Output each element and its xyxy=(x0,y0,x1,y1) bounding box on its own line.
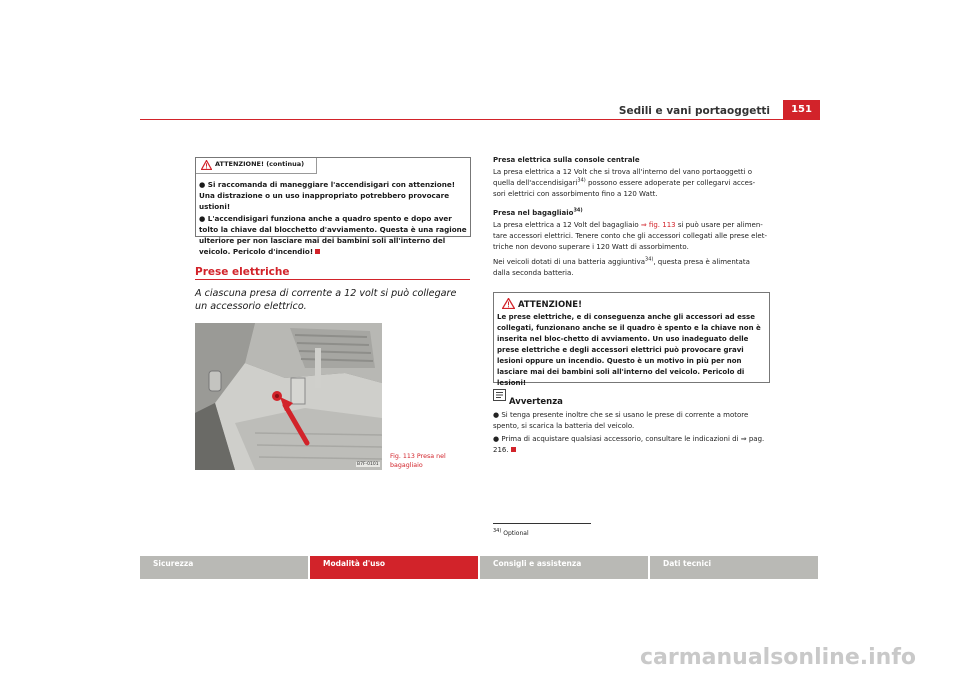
section-intro: A ciascuna presa di corrente a 12 volt si può collegare un accessorio elettrico. xyxy=(195,288,457,312)
page-number: 151 xyxy=(783,100,820,119)
header-rule xyxy=(140,119,820,120)
note-item: ● Prima di acquistare qualsiasi accessorio, consultare le indicazioni di ⇒ pag. 216. xyxy=(493,435,765,454)
footnote-ref: 34) xyxy=(577,177,586,184)
warning-triangle-icon xyxy=(201,160,212,170)
bullet-icon: ● xyxy=(493,411,502,419)
page-header-title: Sedili e vani portaoggetti xyxy=(618,105,770,117)
warning-title: ATTENZIONE! (continua) xyxy=(215,160,305,168)
footer-tab-sicurezza[interactable]: Sicurezza xyxy=(140,556,308,579)
heading-trunk-socket: Presa nel bagagliaio$^{34)}$ xyxy=(493,207,583,217)
warning-box-continued xyxy=(195,157,471,256)
figure-caption: Fig. 113 Presa nel bagagliaio xyxy=(390,453,446,469)
footer-tab-modalita-uso[interactable]: Modalità d'uso xyxy=(310,556,478,579)
section-rule xyxy=(195,279,470,280)
end-mark-icon xyxy=(315,249,320,254)
footnote-ref: 34) xyxy=(573,207,583,214)
heading-console-socket: Presa elettrica sulla console centrale xyxy=(493,156,640,164)
footnote-ref: 34) xyxy=(645,256,654,263)
note-icon xyxy=(493,389,506,401)
figure-image xyxy=(195,323,382,470)
warning-text: Le prese elettriche, e di conseguenza anche gli accessori ad esse collegati, funzionano anche se il quadro è spento e la chiave non è inserita nel bloc-chetto di avviamento. Un uso inadeguato delle prese elettriche e degli accessori elettrici può provocare gravi lesioni oppure un incendio. Questo è un motivo in più per non lasciare mai dei bambini soli all'interno del veicolo. Pericolo di lesioni! xyxy=(497,313,761,387)
warning-triangle-icon xyxy=(502,298,515,309)
bullet-icon: ● xyxy=(199,214,208,223)
bullet-icon: ● xyxy=(199,180,208,189)
footer-tab-dati-tecnici[interactable]: Dati tecnici xyxy=(650,556,818,579)
warning-item: ● Si raccomanda di maneggiare l'accendisigari con attenzione! Una distrazione o un uso inappropriato potrebbero provocare ustioni! xyxy=(199,180,455,211)
section-title: Prese elettriche xyxy=(195,266,290,278)
warning-text xyxy=(199,179,467,258)
footnote: $^{34)}$ Optional xyxy=(493,528,529,537)
bullet-icon: ● xyxy=(493,435,502,443)
paragraph-console-socket: La presa elettrica a 12 Volt che si trova all'interno del vano portaoggetti o quella dell'accendisigari$^{34)}$ possono essere adoperate per collegarvi acces- sori elettrici con assorbimento fino a 120 Watt. xyxy=(493,168,756,198)
warning-title: ATTENZIONE! xyxy=(518,300,582,310)
end-mark-icon xyxy=(511,447,516,452)
figure-reference-link[interactable]: ⇒ fig. 113 xyxy=(640,221,676,229)
paragraph-extra-battery: Nei veicoli dotati di una batteria aggiuntiva$^{34)}$, questa presa è alimentata dalla seconda batteria. xyxy=(493,256,750,277)
footer-tab-consigli-assistenza[interactable]: Consigli e assistenza xyxy=(480,556,648,579)
note-item: ● Si tenga presente inoltre che se si usano le prese di corrente a motore spento, si scarica la batteria del veicolo. xyxy=(493,411,749,430)
warning-item: ● L'accendisigari funziona anche a quadro spento e dopo aver tolto la chiave dal blocchetto d'avviamento. Questa è una ragione ulteriore per non lasciare mai dei bambini soli all'interno del veicolo. Pericolo d'incendio! xyxy=(199,214,467,256)
watermark: carmanualsonline.info xyxy=(640,645,916,670)
footer-nav xyxy=(140,556,820,579)
warning-box xyxy=(493,292,770,387)
footnote-rule xyxy=(493,523,591,524)
warning-box-head xyxy=(196,158,317,174)
paragraph-trunk-socket: La presa elettrica a 12 Volt del bagagliaio ⇒ fig. 113 si può usare per alimen- tare accessori elettrici. Tenere conto che gli accessori collegati alle prese elet- triche non devono superare i 120 Watt di assorbimento. xyxy=(493,221,767,251)
figure-label: B7F-0101 xyxy=(357,462,379,467)
trunk-socket-illustration xyxy=(195,323,382,470)
note-title: Avvertenza xyxy=(509,397,563,407)
